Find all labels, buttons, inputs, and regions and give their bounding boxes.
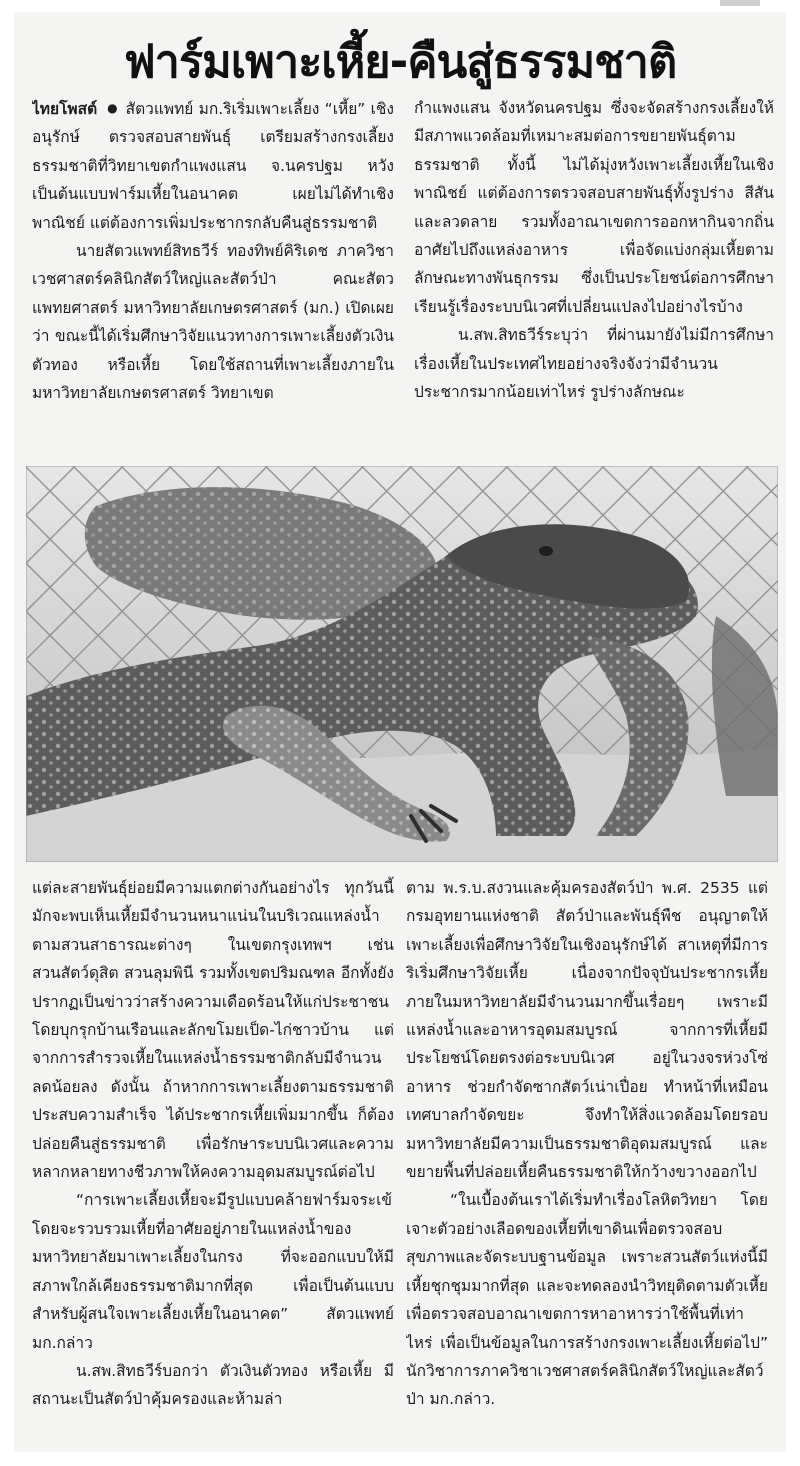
paragraph: แต่ละสายพันธุ์ย่อยมีความแตกต่างกันอย่างไร ทุกวันนี้มักจะพบเห็นเหี้ยมีจำนวนหนาแน่นในบริเวณแหล่งน้ำตามสวนสาธารณะต่างๆ ในเขตกรุงเทพฯ เช่น สวนสัตว์ดุสิต สวนลุมพินี รวมทั้งเขตปริมณฑล อีกทั้งยังปรากฏเป็นข่าวว่าสร้างความเดือดร้อนให้แก่ประชาชน โดยบุกรุกบ้านเรือนและลักขโมยเป็ด-ไก่ชาวบ้าน แต่จากการสำรวจเหี้ยในแหล่งน้ำธรรมชาติกลับมีจำนวนลดน้อยลง ดังนั้น ถ้าหากการเพาะเลี้ยงตามธรรมชาติประสบความสำเร็จ ได้ประชากรเหี้ยเพิ่มมากขึ้น ก็ต้องปล่อยคืนสู่ธรรมชาติ เพื่อรักษาระบบนิเวศและความหลากหลายทางชีวภาพให้คงความอุดมสมบูรณ์ต่อไป <box>32 879 394 1182</box>
lead-text: สัตวแพทย์ มก.ริเริ่มเพาะเลี้ยง “เหี้ย” เชิงอนุรักษ์ ตรวจสอบสายพันธุ์ เตรียมสร้างกรงเลี้ยงธรรมชาติที่วิทยาเขตกำแพงแสน จ.นครปฐม หวังเป็นต้นแบบฟาร์มเหี้ยในอนาคต เผยไม่ได้ทำเชิงพาณิชย์ แต่ต้องการเพิ่มประชากรกลับคืนสู่ธรรมชาติ <box>32 100 394 232</box>
source-label: ไทยโพสต์ <box>32 100 98 118</box>
page-corner-mark <box>720 0 760 6</box>
column-bottom-left <box>32 874 394 1442</box>
column-bottom-right <box>406 874 768 1442</box>
paragraph: น.สพ.สิทธวีร์บอกว่า ตัวเงินตัวทอง หรือเหี้ย มีสถานะเป็นสัตว์ป่าคุ้มครองและห้ามล่า <box>32 1361 394 1409</box>
paragraph: กำแพงแสน จังหวัดนครปฐม ซึ่งจะจัดสร้างกรงเลี้ยงให้มีสภาพแวดล้อมที่เหมาะสมต่อการขยายพันธุ์ตามธรรมชาติ ทั้งนี้ ไม่ได้มุ่งหวังเพาะเลี้ยงเหี้ยในเชิงพาณิชย์ แต่ต้องการตรวจสอบสายพันธุ์ทั้งรูปร่าง สีสัน และลวดลาย รวมทั้งอาณาเขตการออกหากินจากถิ่นอาศัยไปถึงแหล่งอาหาร เพื่อจัดแบ่งกลุ่มเหี้ยตามลักษณะทางพันธุกรรม ซึ่งเป็นประโยชน์ต่อการศึกษาเรียนรู้เรื่องระบบนิเวศที่เปลี่ยนแปลงไปอย่างไรบ้าง <box>414 99 774 316</box>
headline: ฟาร์มเพาะเหี้ย-คืนสู่ธรรมชาติ <box>123 35 677 88</box>
column-top-right <box>414 94 774 446</box>
paragraph: น.สพ.สิทธวีร์ระบุว่า ที่ผ่านมายังไม่มีการศึกษาเรื่องเหี้ยในประเทศไทยอย่างจริงจังว่ามีจำนวนประชากรมากน้อยเท่าไหร่ รูปร่างลักษณะ <box>414 326 774 402</box>
paragraph: นายสัตวแพทย์สิทธวีร์ ทองทิพย์คิริเดช ภาควิชาเวชศาสตร์คลินิกสัตว์ใหญ่และสัตว์ป่า คณะสัตวแพทยศาสตร์ มหาวิทยาลัยเกษตรศาสตร์ (มก.) เปิดเผยว่า ขณะนี้ได้เริ่มศึกษาวิจัยแนวทางการเพาะเลี้ยงตัวเงินตัวทอง หรือเหี้ย โดยใช้สถานที่เพาะเลี้ยงภายในมหาวิทยาลัยเกษตรศาสตร์ วิทยาเขต <box>32 242 394 403</box>
monitor-lizard-photo <box>26 466 778 862</box>
monitor-lizard-photo-icon <box>26 466 778 862</box>
quote-paragraph: “การเพาะเลี้ยงเหี้ยจะมีรูปแบบคล้ายฟาร์มจระเข้ โดยจะรวบรวมเหี้ยที่อาศัยอยู่ภายในแหล่งน้ำของมหาวิทยาลัยมาเพาะเลี้ยงในกรง ที่จะออกแบบให้มีสภาพใกล้เคียงธรรมชาติมากที่สุด เพื่อเป็นต้นแบบสำหรับผู้สนใจเพาะเลี้ยงเหี้ยในอนาคต” สัตวแพทย์ มก.กล่าว <box>32 1191 394 1352</box>
column-top-left <box>32 94 394 446</box>
bullet-icon: ● <box>107 101 118 115</box>
quote-paragraph: “ในเบื้องต้นเราได้เริ่มทำเรื่องโลหิตวิทยา โดยเจาะตัวอย่างเลือดของเหี้ยที่เขาดินเพื่อตรวจสอบสุขภาพและจัดระบบฐานข้อมูล เพราะสวนสัตว์แห่งนี้มีเหี้ยชุกชุมมากที่สุด และจะทดลองนำวิทยุติดตามตัวเหี้ยเพื่อตรวจสอบอาณาเขตการหาอาหารว่าใช้พื้นที่เท่าไหร่ เพื่อเป็นข้อมูลในการสร้างกรงเพาะเลี้ยงเหี้ยต่อไป” นักวิชาการภาควิชาเวชศาสตร์คลินิกสัตว์ใหญ่และสัตว์ป่า มก.กล่าว. <box>406 1191 768 1409</box>
lead-paragraph <box>32 94 394 237</box>
paragraph: ตาม พ.ร.บ.สงวนและคุ้มครองสัตว์ป่า พ.ศ. 2535 แต่กรมอุทยานแห่งชาติ สัตว์ป่าและพันธุ์พืช อนุญาตให้เพาะเลี้ยงเพื่อศึกษาวิจัยในเชิงอนุรักษ์ได้ สาเหตุที่มีการริเริ่มศึกษาวิจัยเหี้ย เนื่องจากปัจจุบันประชากรเหี้ยภายในมหาวิทยาลัยมีจำนวนมากขึ้นเรื่อยๆ เพราะมีแหล่งน้ำและอาหารอุดมสมบูรณ์ จากการที่เหี้ยมีประโยชน์โดยตรงต่อระบบนิเวศ อยู่ในวงจรห่วงโซ่อาหาร ช่วยกำจัดซากสัตว์เน่าเปื่อย ทำหน้าที่เหมือนเทศบาลกำจัดขยะ จึงทำให้สิ่งแวดล้อมโดยรอบมหาวิทยาลัยมีความเป็นธรรมชาติอุดมสมบูรณ์ และขยายพื้นที่ปล่อยเหี้ยคืนธรรมชาติให้กว้างขวางออกไป <box>406 879 768 1182</box>
